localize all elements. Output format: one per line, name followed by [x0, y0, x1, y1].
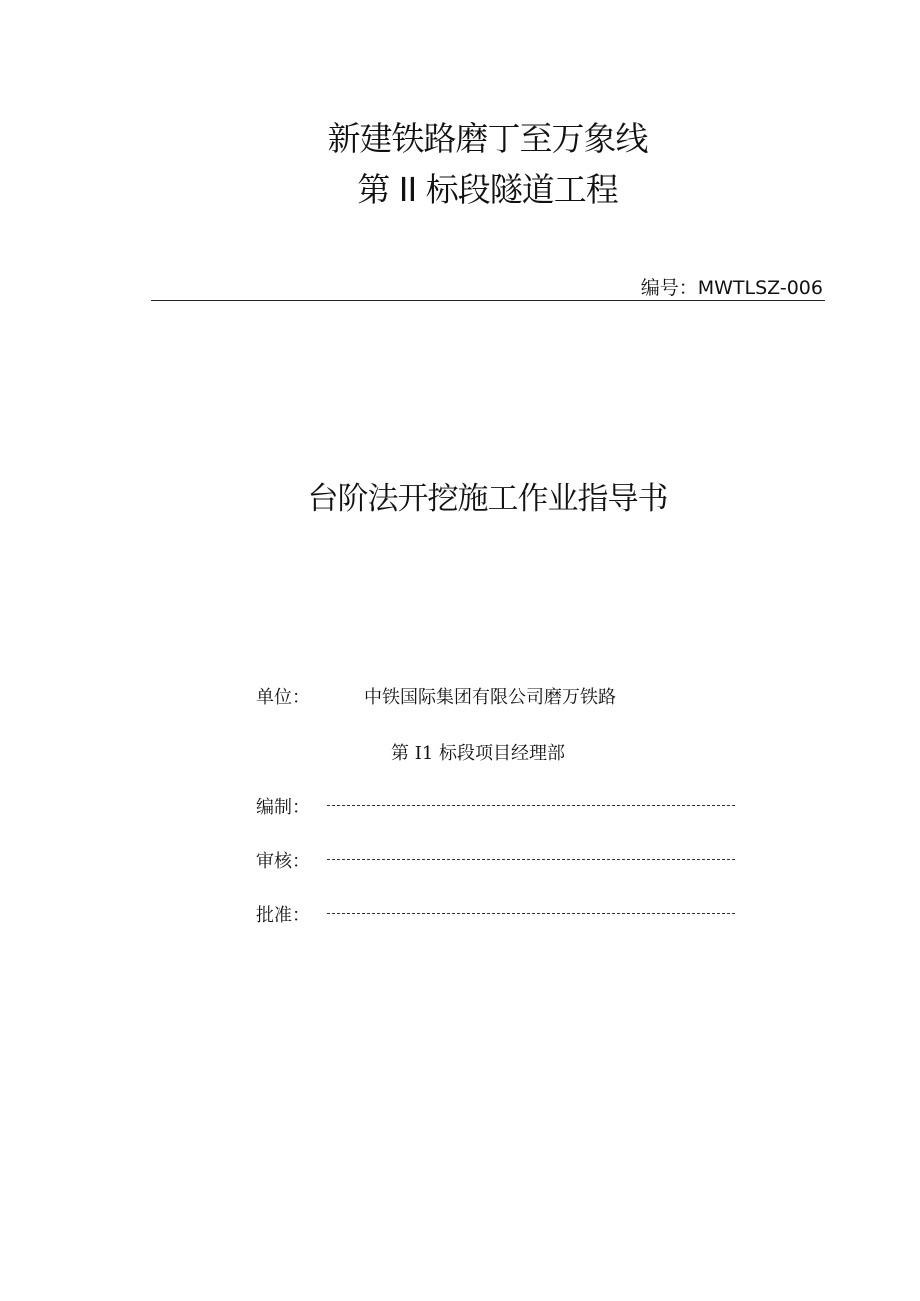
compiler-signature-line	[327, 805, 735, 806]
unit-value-line-2: 第 I1 标段项目经理部	[391, 743, 566, 764]
header-divider	[151, 300, 825, 301]
compiler-label: 编制：	[256, 797, 310, 818]
reviewer-signature-line	[327, 859, 735, 860]
project-title-line-1: 新建铁路磨丁至万象线	[327, 119, 648, 158]
approver-label: 批准：	[256, 905, 310, 926]
document-number: 编号：MWTLSZ-006	[640, 277, 823, 299]
approver-signature-line	[327, 913, 735, 914]
reviewer-label: 审核：	[256, 851, 310, 872]
unit-value-line-1: 中铁国际集团有限公司磨万铁路	[364, 687, 616, 708]
document-title: 台阶法开挖施工作业指导书	[307, 481, 668, 517]
unit-label: 单位：	[256, 687, 310, 708]
project-title-line-2: 第 II 标段隧道工程	[357, 170, 618, 209]
